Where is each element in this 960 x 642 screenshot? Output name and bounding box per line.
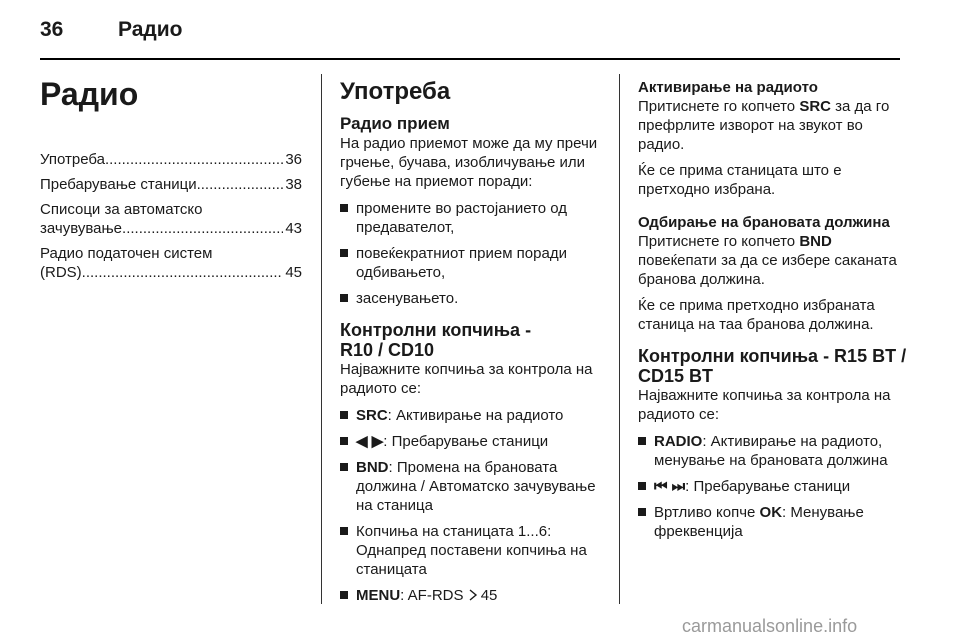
running-header: Радио — [118, 18, 183, 41]
list-item-text: : Пребарување станици — [383, 433, 549, 450]
toc-entry-label-line: Списоци за автоматско — [40, 201, 203, 218]
bullet-icon — [340, 591, 348, 599]
watermark: carmanualsonline.info — [682, 616, 858, 636]
bullet-icon — [340, 463, 348, 471]
list-item-text: промените во растојанието од предавателот, — [356, 200, 568, 236]
paragraph — [638, 232, 910, 289]
header-rule — [40, 58, 900, 60]
column-divider-2 — [619, 74, 620, 604]
list-item-text: Копчиња на станицата 1...6: Однапред поставени копчиња на станицата — [356, 523, 587, 578]
toc-entry[interactable] — [40, 175, 302, 194]
subsection-title-line: Контролни копчиња - — [340, 320, 532, 340]
toc-entry-label: зачувување — [40, 220, 123, 237]
subsection-title-line: R10 / CD10 — [340, 340, 435, 360]
subsection-title — [340, 320, 608, 360]
paragraph — [638, 97, 910, 154]
text: Притиснете го копчето — [638, 233, 800, 250]
list-item — [638, 432, 910, 470]
text: Притиснете го копчето — [638, 98, 800, 115]
toc-entry-page: 43 — [285, 220, 302, 237]
chapter-title: Радио — [40, 76, 139, 112]
bullet-list — [340, 199, 608, 308]
toc-entry-page: 38 — [285, 176, 302, 193]
subsection-title-line: Контролни копчиња - R15 BT / — [638, 346, 907, 366]
page-reference[interactable]: 45 — [480, 587, 498, 604]
button-name: BND — [799, 233, 832, 250]
page-reference-icon — [468, 589, 478, 601]
section-title: Употреба — [340, 78, 451, 105]
toc-entry-label: Употреба — [40, 151, 105, 168]
list-item — [340, 244, 608, 282]
list-item-text: повеќекратниот прием поради одбивањето, — [356, 245, 567, 281]
paragraph: Најважните копчиња за контрола на радиото се: — [340, 361, 593, 397]
bullet-icon — [340, 204, 348, 212]
button-name: OK — [759, 504, 783, 521]
list-item — [340, 432, 608, 451]
button-name: MENU — [356, 587, 401, 604]
toc-entry[interactable] — [40, 150, 302, 169]
list-item — [340, 199, 608, 237]
content-column-2 — [340, 78, 608, 612]
paragraph: Најважните копчиња за контрола на радиото се: — [638, 387, 891, 423]
column-divider-1 — [321, 74, 322, 604]
bullet-icon — [340, 249, 348, 257]
subsection-title-line: CD15 BT — [638, 366, 714, 386]
list-item — [340, 406, 608, 425]
bullet-list — [340, 406, 608, 605]
list-item — [340, 458, 608, 515]
list-item-text: Вртливо копче — [654, 504, 760, 521]
bullet-icon — [638, 437, 646, 445]
arrow-left-right-icon: ◀ ▶ — [356, 433, 384, 450]
text: повеќепати за да се избере саканата бранова должина. — [638, 252, 897, 288]
bullet-list — [638, 432, 910, 541]
list-item — [340, 586, 608, 605]
button-name: SRC — [356, 407, 388, 424]
list-item — [340, 522, 608, 579]
button-name: BND — [356, 459, 389, 476]
paragraph: Ќе се прима претходно избраната станица на таа бранова должина. — [638, 297, 875, 333]
bullet-icon — [638, 508, 646, 516]
list-item-text: : Промена на брановата должина / Автоматско зачувување на станица — [356, 459, 596, 514]
toc-entry-label: (RDS) — [40, 264, 82, 281]
bullet-icon — [340, 437, 348, 445]
bullet-icon — [638, 482, 646, 490]
list-item-text: : Пребарување станици — [685, 478, 851, 495]
list-item — [638, 503, 910, 541]
list-item — [638, 477, 910, 496]
content-column-3 — [638, 78, 910, 548]
bullet-icon — [340, 294, 348, 302]
page-number: 36 — [40, 18, 64, 41]
toc-entry[interactable] — [40, 200, 302, 238]
list-item-text: : Активирање на радиото, менување на брановата должина — [654, 433, 888, 469]
bullet-icon — [340, 411, 348, 419]
toc-entry[interactable] — [40, 244, 302, 282]
toc-entry-label-line: Радио податочен систем — [40, 245, 213, 262]
toc-column — [40, 76, 302, 288]
button-name: RADIO — [654, 433, 703, 450]
bullet-icon — [340, 527, 348, 535]
toc-entry-label: Пребарување станици — [40, 176, 197, 193]
list-item-text: : Менување фреквенција — [654, 504, 864, 540]
subsection-title: Активирање на радиото — [638, 79, 818, 96]
list-item-text: : Активирање на радиото — [387, 407, 564, 424]
subsection-title: Одбирање на брановата должина — [638, 214, 890, 231]
toc-entry-page: 45 — [285, 264, 302, 281]
text: за да го префрлите изворот на звукот во радио. — [638, 98, 890, 153]
subsection-title — [638, 346, 910, 386]
button-name: SRC — [799, 98, 831, 115]
toc-entry-page: 36 — [285, 151, 302, 168]
list-item-text: засенувањето. — [356, 290, 459, 307]
paragraph: Ќе се прима станицата што е претходно избрана. — [638, 162, 842, 198]
skip-back-forward-icon: ⏮ ⏭ — [654, 478, 686, 495]
subsection-title: Радио прием — [340, 114, 450, 133]
list-item — [340, 289, 608, 308]
list-item-text: : AF-RDS — [400, 587, 468, 604]
paragraph: На радио приемот може да му пречи грчење, бучава, изобличување или губење на приемот поради: — [340, 135, 598, 190]
